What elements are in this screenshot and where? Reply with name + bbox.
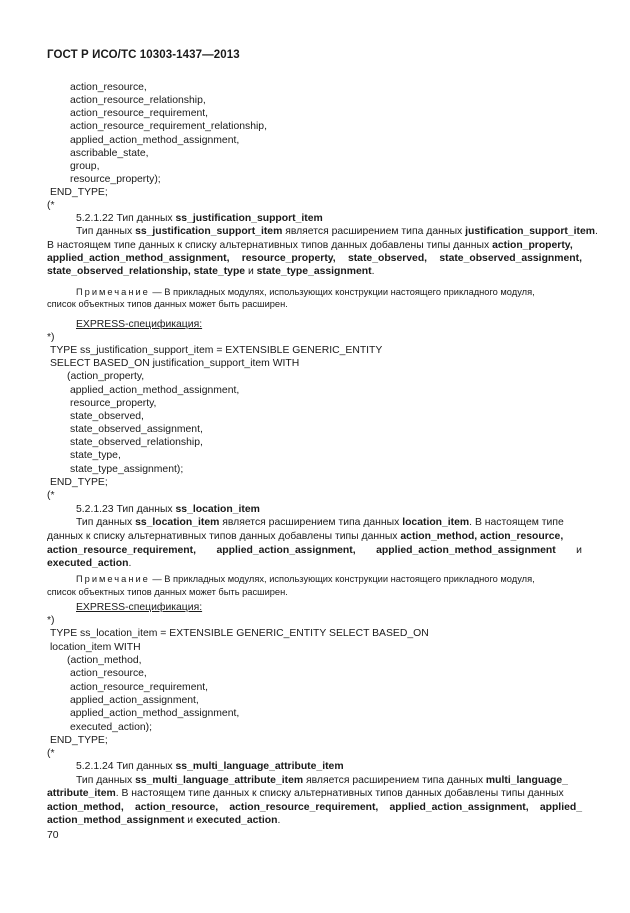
code-item: state_type, (70, 450, 121, 461)
express-label: EXPRESS-спецификация: (76, 319, 203, 330)
section-heading: 5.2.1.24 Тип данных ss_multi_language_attribute_item (76, 761, 344, 772)
code-item: action_resource_requirement, (70, 682, 209, 693)
section-heading: 5.2.1.23 Тип данных ss_location_item (76, 504, 260, 515)
code-item: action_resource_relationship, (70, 95, 206, 106)
paragraph-line: данных к списку альтернативных типов данных добавлены типы данных action_method, action_resource, (47, 531, 564, 542)
code-comment-open: (* (47, 490, 55, 501)
code-item: action_resource, (70, 668, 147, 679)
code-comment-open: (* (47, 748, 55, 759)
paragraph-line: Тип данных ss_location_item является расширением типа данных location_item. В настоящем типе (76, 517, 564, 528)
code-item: state_observed_relationship, (70, 437, 203, 448)
code-item: (action_property, (67, 371, 145, 382)
note-line: список объектных типов данных может быть расширен. (47, 299, 288, 309)
note-line: Примечание — В прикладных модулях, использующих конструкции настоящего прикладного модуля, (76, 287, 535, 297)
paragraph-line: action_method_assignment и executed_action. (47, 815, 281, 826)
express-label: EXPRESS-спецификация: (76, 602, 203, 613)
code-end-type: END_TYPE; (50, 187, 108, 198)
paragraph-line: state_observed_relationship, state_type и state_type_assignment. (47, 266, 375, 277)
code-item: action_resource, (70, 82, 147, 93)
paragraph-line: Тип данных ss_multi_language_attribute_item является расширением типа данных multi_language_ (76, 775, 568, 786)
code-item: applied_action_method_assignment, (70, 135, 240, 146)
code-item: applied_action_method_assignment, (70, 708, 240, 719)
paragraph-line: executed_action. (47, 558, 132, 569)
code-select-line: location_item WITH (50, 642, 141, 653)
code-comment-close: *) (47, 615, 55, 626)
paragraph-line: В настоящем типе данных к списку альтернативных типов данных добавлены типы данных action_property, (47, 240, 573, 251)
code-comment-close: *) (47, 332, 55, 343)
section-heading: 5.2.1.22 Тип данных ss_justification_support_item (76, 213, 323, 224)
code-item: action_resource_requirement, (70, 108, 209, 119)
code-end-type: END_TYPE; (50, 477, 108, 488)
code-item: executed_action); (70, 722, 153, 733)
code-select-line: SELECT BASED_ON justification_support_item WITH (50, 358, 300, 369)
code-item: (action_method, (67, 655, 142, 666)
code-end-type: END_TYPE; (50, 735, 108, 746)
code-item: state_observed_assignment, (70, 424, 203, 435)
code-type-line: TYPE ss_justification_support_item = EXTENSIBLE GENERIC_ENTITY (50, 345, 383, 356)
code-item: action_resource_requirement_relationship, (70, 121, 267, 132)
page-number: 70 (47, 830, 59, 841)
code-item: ascribable_state, (70, 148, 149, 159)
paragraph-line: Тип данных ss_justification_support_item является расширением типа данных justification_support_item. (76, 226, 598, 237)
paragraph-line: action_method, action_resource, action_resource_requirement, applied_action_assignment, applied_ (47, 802, 582, 813)
code-item: applied_action_assignment, (70, 695, 199, 706)
note-line: Примечание — В прикладных модулях, использующих конструкции настоящего прикладного модуля, (76, 574, 535, 584)
note-line: список объектных типов данных может быть расширен. (47, 587, 288, 597)
document-header: ГОСТ Р ИСО/ТС 10303-1437—2013 (47, 49, 240, 61)
code-item: resource_property); (70, 174, 161, 185)
code-comment-open: (* (47, 200, 55, 211)
code-item: state_type_assignment); (70, 464, 184, 475)
paragraph-line: attribute_item. В настоящем типе данных к списку альтернативных типов данных добавлены типы данных (47, 788, 564, 799)
paragraph-line: action_resource_requirement, applied_action_assignment, applied_action_method_assignment и (47, 545, 582, 556)
code-item: state_observed, (70, 411, 144, 422)
code-item: group, (70, 161, 100, 172)
paragraph-line: applied_action_method_assignment, resource_property, state_observed, state_observed_assignment, (47, 253, 582, 264)
code-item: resource_property, (70, 398, 157, 409)
code-item: applied_action_method_assignment, (70, 385, 240, 396)
code-type-line: TYPE ss_location_item = EXTENSIBLE GENERIC_ENTITY SELECT BASED_ON (50, 628, 429, 639)
